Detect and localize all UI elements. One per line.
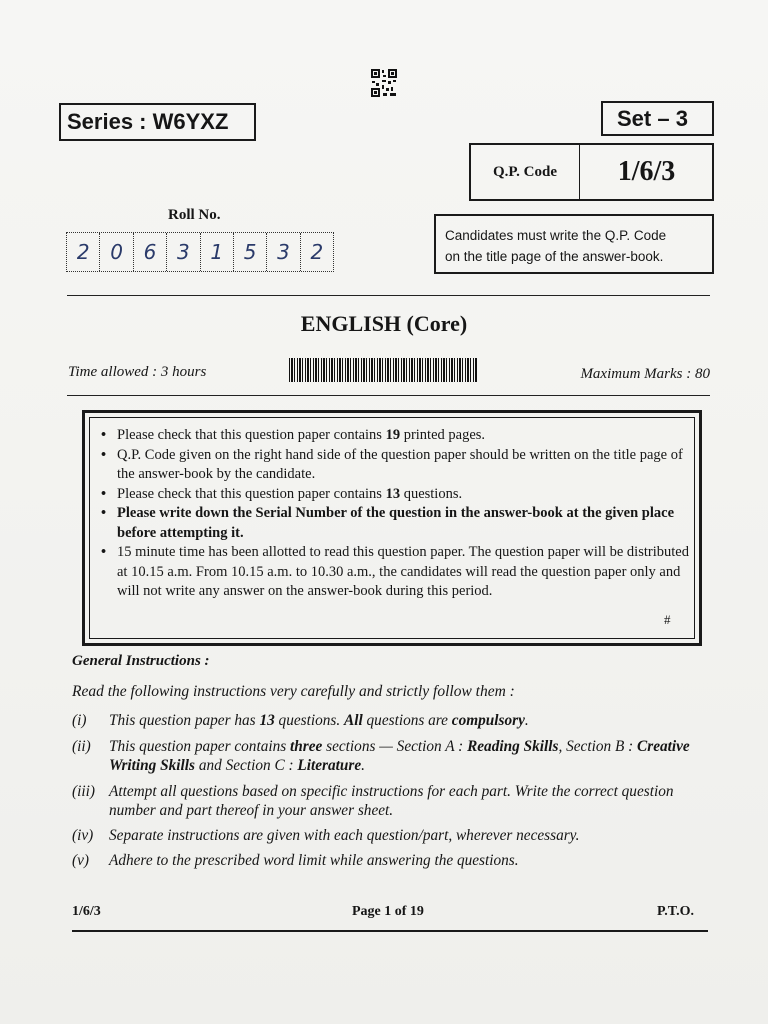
text: , Section B : [558,738,638,755]
maximum-marks: Maximum Marks : 80 [580,366,710,382]
notice-list [99,426,691,602]
text: sections — Section A : [322,738,468,755]
instruction-item [72,782,712,820]
qp-code-value: 1/6/3 [617,156,676,187]
series-box: Series : W6YXZ [59,103,256,141]
general-instructions-heading: General Instructions : [72,653,210,669]
roll-digit: 2 [67,233,100,271]
qp-code-box [469,143,714,201]
roll-no-boxes [66,232,334,272]
notice-bold: 19 [385,427,401,443]
footer-rule [72,930,708,932]
emphasis: compulsory [451,712,525,729]
general-instructions-subheading: Read the following instructions very carefully and strictly follow them : [72,683,515,700]
emphasis: Literature [297,757,362,774]
footer-page-number: Page 1 of 19 [352,904,424,919]
candidate-note-line: on the title page of the answer-book. [445,249,664,264]
qp-code-label: Q.P. Code [471,145,580,199]
instruction-number: (ii) [72,738,91,755]
instruction-item [72,737,712,775]
roll-digit: 0 [100,233,133,271]
time-allowed: Time allowed : 3 hours [68,364,207,380]
notice-item [99,485,691,505]
text: This question paper contains [109,738,291,755]
notice-bold: 13 [385,485,401,502]
emphasis: three [290,738,323,755]
text: . [524,712,529,729]
notice-text: Please check that this question paper contains [117,485,386,502]
instruction-item [72,711,712,730]
paper-title: ENGLISH (Core) [300,311,468,336]
instruction-number: (v) [72,852,89,869]
notice-text: questions. [400,485,463,502]
candidate-note-line: Candidates must write the Q.P. Code [445,228,667,243]
notice-text: Please check that this question paper contains [117,427,386,443]
roll-digit: 6 [134,233,167,271]
instruction-text [109,737,712,775]
notice-item: • Please write down the Serial Number of the question in the answer-book at the given place before attempting it. [99,504,691,543]
roll-digit: 1 [201,233,234,271]
text: and Section C : [195,757,298,774]
divider-top [67,295,710,296]
instruction-item [72,851,712,870]
divider-middle [67,395,710,396]
emphasis: All [344,712,363,729]
instruction-text: Attempt all questions based on specific instructions for each part. Write the correct question number and part thereof in your answer sheet. [109,783,674,819]
notice-item: • 15 minute time has been allotted to read this question paper. The question paper will be distributed at 10.15 a.m. From 10.15 a.m. to 10.30 a.m., the candidates will read the question paper only and will not write any answer on the answer-book during this period. [99,543,691,602]
candidate-note-box [434,214,714,274]
instruction-number: (i) [72,712,87,729]
hash-mark: # [664,612,671,627]
set-box: Set – 3 [601,101,714,136]
notice-text: printed pages. [400,427,486,443]
roll-digit: 5 [234,233,267,271]
text: questions. [274,712,344,729]
roll-digit: 2 [310,240,324,264]
text: . [361,757,365,774]
notice-item: • Q.P. Code given on the right hand side of the question paper should be written on the title page of the answer-book by the candidate. [99,446,691,485]
roll-digit: 3 [167,233,200,271]
instruction-number: (iii) [72,783,95,800]
instruction-item [72,826,712,845]
footer-pto: P.T.O. [657,904,694,919]
instruction-number: (iv) [72,827,94,844]
instruction-text [109,711,712,730]
footer-code: 1/6/3 [72,904,101,919]
barcode-icon [289,358,478,382]
text: This question paper has [109,712,260,729]
emphasis: Creative Writing Skills [109,738,690,774]
roll-no-label: Roll No. [168,207,221,223]
instruction-text: Adhere to the prescribed word limit while answering the questions. [109,852,519,869]
emphasis: Reading Skills [467,738,559,755]
roll-digit: 3 [267,233,300,271]
notice-item [99,426,691,446]
emphasis: 13 [259,712,275,729]
text: questions are [362,712,452,729]
instruction-text: Separate instructions are given with each question/part, wherever necessary. [109,827,580,844]
qr-code-icon [371,69,397,97]
